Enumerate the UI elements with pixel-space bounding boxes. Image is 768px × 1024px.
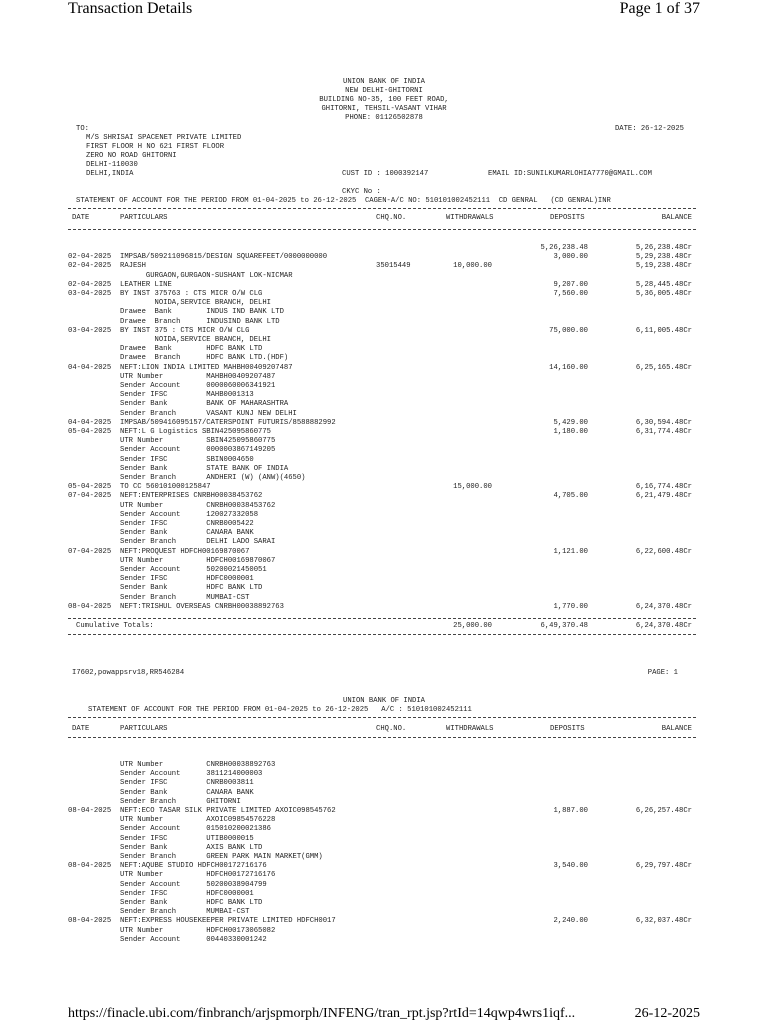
table-row xyxy=(68,354,696,363)
cell-particulars: NEFT:TRISHUL OVERSEAS CNRBH00038892763 xyxy=(120,602,284,611)
table-row xyxy=(68,603,696,612)
cell-date: 02-04-2025 xyxy=(68,253,112,262)
col-withdrawals-2: WITHDRAWALS xyxy=(446,725,494,733)
cell-balance: 6,31,774.48Cr xyxy=(635,428,692,436)
header-rule-top-2 xyxy=(68,717,696,718)
cell-balance: 6,22,600.48Cr xyxy=(635,547,692,556)
bank-name-page-2: UNION BANK OF INDIA xyxy=(343,697,425,705)
cell-particulars: UTR Number CNRBH00038453762 xyxy=(120,501,276,510)
col-chq-2: CHQ.NO. xyxy=(376,725,407,733)
cell-particulars: RAJESH xyxy=(120,262,146,271)
table-row xyxy=(68,853,696,862)
col-balance: BALANCE xyxy=(661,214,692,222)
page-label: PAGE: 1 xyxy=(647,669,678,677)
page-header-page-number: Page 1 of 37 xyxy=(619,0,700,17)
col-date: DATE xyxy=(72,214,90,222)
statement-date: DATE: 26-12-2025 xyxy=(614,125,684,133)
cell-particulars: Sender Bank HDFC BANK LTD xyxy=(120,899,263,907)
cell-particulars: Drawee Branch HDFC BANK LTD.(HDF) xyxy=(120,354,289,363)
cell-particulars: Sender Account 3811214000003 xyxy=(120,770,263,779)
table-row xyxy=(68,890,696,899)
table-row xyxy=(68,419,696,428)
cell-date: 04-04-2025 xyxy=(68,363,112,372)
cell-balance: 6,32,037.48Cr xyxy=(635,917,692,926)
cell-particulars: NEFT:ENTERPRISES CNRBH00038453762 xyxy=(120,492,263,501)
cell-particulars: Sender Account 00440330001242 xyxy=(120,935,267,944)
cell-particulars: Drawee Bank HDFC BANK LTD xyxy=(120,345,263,354)
ckyc: CKYC No : xyxy=(342,188,381,196)
cell-balance: 5,19,238.48Cr xyxy=(635,262,692,271)
address-line-2: FIRST FLOOR H NO 621 FIRST FLOOR xyxy=(86,143,225,151)
cell-particulars: UTR Number CNRBH00038892763 xyxy=(120,761,276,769)
statement-period: STATEMENT OF ACCOUNT FOR THE PERIOD FROM 01-04-2025 to 26-12-2025 CAGEN-A/C NO: 510101002452111 CD GENRAL (CD GENRAL)INR xyxy=(76,197,611,205)
table-row xyxy=(68,244,696,253)
cell-particulars: IMPSAB/509211096815/DESIGN SQUAREFEET/0000000000 xyxy=(120,253,328,262)
cell-particulars: Sender Account 50200038904799 xyxy=(120,880,267,889)
cell-particulars: BY INST 375763 : CTS MICR O/W CLG xyxy=(120,290,263,298)
col-deposits: DEPOSITS xyxy=(550,214,585,222)
table-row xyxy=(68,410,696,419)
cell-particulars: Sender Account 120027332058 xyxy=(120,510,259,519)
table-row xyxy=(68,881,696,890)
cell-date: 08-04-2025 xyxy=(68,917,112,926)
cell-particulars: Sender IFSC SBIN0004650 xyxy=(120,455,254,464)
table-row xyxy=(68,364,696,373)
cell-particulars: NEFT:L G Logistics SBIN425095860775 xyxy=(120,428,271,436)
cell-particulars: NEFT:ECO TASAR SILK PRIVATE LIMITED AXOIC098545762 xyxy=(120,807,336,815)
table-row xyxy=(68,465,696,474)
cell-particulars: Sender IFSC HDFC0000001 xyxy=(120,575,254,584)
table-row xyxy=(68,345,696,354)
table-row xyxy=(68,262,696,271)
table-row xyxy=(68,373,696,382)
page-footer-date: 26-12-2025 xyxy=(634,1006,700,1021)
table-row xyxy=(68,584,696,593)
cell-particulars: GURGAON,GURGAON-SUSHANT LOK-NICMAR xyxy=(120,271,293,280)
cell-date: 03-04-2025 xyxy=(68,326,112,335)
cell-particulars: UTR Number HDFCH00172716176 xyxy=(120,871,276,880)
cell-deposits: 5,26,238.48 xyxy=(540,244,588,252)
totals-rule-top xyxy=(68,618,696,619)
cell-deposits: 1,121.00 xyxy=(553,547,588,556)
cell-particulars: LEATHER LINE xyxy=(120,280,172,289)
address-line-4: DELHI-110030 xyxy=(86,161,138,169)
cell-balance: 6,26,257.48Cr xyxy=(635,807,692,815)
cell-deposits: 75,000.00 xyxy=(549,326,588,335)
table-row xyxy=(68,290,696,299)
email-id: EMAIL ID:SUNILKUMARLOHIA7770@GMAIL.COM xyxy=(488,170,652,178)
cell-balance: 6,24,370.48Cr xyxy=(635,602,692,611)
table-row xyxy=(68,862,696,871)
cell-deposits: 1,770.00 xyxy=(553,602,588,611)
col-date-2: DATE xyxy=(72,725,90,733)
cell-particulars: Sender IFSC UTIB0000015 xyxy=(120,834,254,843)
to-label: TO: xyxy=(76,125,89,133)
table-row xyxy=(68,936,696,945)
cell-particulars: Sender Branch GREEN PARK MAIN MARKET(GMM) xyxy=(120,853,323,861)
address-line-5: DELHI,INDIA xyxy=(86,170,134,178)
cell-particulars: NEFT:EXPRESS HOUSEKEEPER PRIVATE LIMITED HDFCH0017 xyxy=(120,917,336,926)
cell-deposits: 1,180.00 xyxy=(553,428,588,436)
bank-address-1: BUILDING NO-35, 100 FEET ROAD, xyxy=(319,96,449,104)
table-row xyxy=(68,336,696,345)
cumulative-label: Cumulative Totals: xyxy=(76,622,154,630)
cell-balance: 6,30,594.48Cr xyxy=(635,418,692,427)
table-row xyxy=(68,446,696,455)
cell-date: 08-04-2025 xyxy=(68,807,112,815)
cell-date: 05-04-2025 xyxy=(68,428,112,436)
address-line-3: ZERO NO ROAD GHITORNI xyxy=(86,152,177,160)
table-row xyxy=(68,308,696,317)
cell-particulars: Sender IFSC CNRB0005422 xyxy=(120,520,254,528)
cell-particulars: Sender Branch ANDHERI (W) (ANW)(4650) xyxy=(120,474,306,482)
cell-deposits: 1,887.00 xyxy=(553,807,588,815)
table-row xyxy=(68,789,696,798)
cell-balance: 6,11,005.48Cr xyxy=(635,326,692,335)
bank-branch: NEW DELHI-GHITORNI xyxy=(345,87,423,95)
cell-date: 08-04-2025 xyxy=(68,862,112,871)
table-row xyxy=(68,502,696,511)
table-row xyxy=(68,798,696,807)
cell-particulars: Sender Branch GHITORNI xyxy=(120,797,241,806)
table-row xyxy=(68,825,696,834)
statement-period-page-2: STATEMENT OF ACCOUNT FOR THE PERIOD FROM 01-04-2025 to 26-12-2025 A/C : 510101002452111 xyxy=(88,706,472,714)
table-row xyxy=(68,483,696,492)
column-header-row-2 xyxy=(68,725,696,734)
cell-balance: 6,29,797.48Cr xyxy=(635,862,692,871)
cell-particulars: Sender Bank AXIS BANK LTD xyxy=(120,843,263,852)
cell-date: 08-04-2025 xyxy=(68,602,112,611)
cell-particulars: Sender Bank STATE BANK OF INDIA xyxy=(120,464,289,473)
cell-deposits: 2,240.00 xyxy=(553,917,588,926)
cell-particulars: Sender IFSC CNRB0003811 xyxy=(120,779,254,788)
cell-date: 07-04-2025 xyxy=(68,547,112,556)
table-row xyxy=(68,437,696,446)
cell-deposits: 7,560.00 xyxy=(553,290,588,298)
col-particulars-2: PARTICULARS xyxy=(120,725,168,733)
cell-deposits: 4,705.00 xyxy=(553,492,588,501)
cell-chq: 35015449 xyxy=(376,262,411,271)
cell-particulars: Sender Bank CANARA BANK xyxy=(120,788,254,797)
cell-particulars: TO CC 560101000125847 xyxy=(120,483,211,492)
cell-date: 05-04-2025 xyxy=(68,483,112,492)
cell-particulars: UTR Number HDFCH00173065082 xyxy=(120,926,276,935)
table-row xyxy=(68,575,696,584)
table-row xyxy=(68,428,696,437)
cell-particulars: Sender Account 015010200021386 xyxy=(120,825,271,834)
table-row xyxy=(68,779,696,788)
table-row xyxy=(68,871,696,880)
cell-particulars: UTR Number MAHBH00409207487 xyxy=(120,372,276,381)
cell-particulars: Sender Branch VASANT KUNJ NEW DELHI xyxy=(120,409,297,418)
table-row xyxy=(68,761,696,770)
table-row xyxy=(68,391,696,400)
table-row xyxy=(68,253,696,262)
table-row xyxy=(68,807,696,816)
table-row xyxy=(68,456,696,465)
table-row xyxy=(68,557,696,566)
table-row xyxy=(68,566,696,575)
table-row xyxy=(68,927,696,936)
col-balance-2: BALANCE xyxy=(661,725,692,733)
table-row xyxy=(68,382,696,391)
cell-date: 02-04-2025 xyxy=(68,280,112,289)
header-rule-top xyxy=(68,208,696,209)
table-row xyxy=(68,899,696,908)
table-row xyxy=(68,272,696,281)
header-rule-bottom-2 xyxy=(68,737,696,738)
table-row xyxy=(68,538,696,547)
cell-balance: 5,28,445.48Cr xyxy=(635,280,692,289)
cumulative-deposits: 6,49,370.48 xyxy=(540,622,588,630)
table-row xyxy=(68,474,696,483)
cell-particulars: Sender Bank BANK OF MAHARASHTRA xyxy=(120,400,289,409)
cell-date: 07-04-2025 xyxy=(68,492,112,501)
cell-particulars: Sender IFSC MAHB0001313 xyxy=(120,391,254,400)
table-row xyxy=(68,327,696,336)
cell-deposits: 3,540.00 xyxy=(553,862,588,871)
table-row xyxy=(68,520,696,529)
table-row xyxy=(68,844,696,853)
cell-particulars: Sender Branch MUMBAI-CST xyxy=(120,593,250,602)
table-row xyxy=(68,908,696,917)
cell-particulars: NEFT:AQUBE STUDIO HDFCH00172716176 xyxy=(120,862,267,871)
bank-address-2: GHITORNI, TEHSIL-VASANT VIHAR xyxy=(321,105,447,113)
cell-balance: 5,36,005.48Cr xyxy=(635,290,692,298)
col-deposits-2: DEPOSITS xyxy=(550,725,585,733)
cell-balance: 6,21,479.48Cr xyxy=(635,492,692,501)
cell-balance: 6,25,165.48Cr xyxy=(635,363,692,372)
cell-particulars: Drawee Bank INDUS IND BANK LTD xyxy=(120,308,284,317)
table-row xyxy=(68,548,696,557)
table-row xyxy=(68,529,696,538)
cust-id: CUST ID : 1000392147 xyxy=(342,170,429,178)
cell-particulars: Sender Account 0000003867149205 xyxy=(120,446,276,455)
cell-particulars: Sender Bank HDFC BANK LTD xyxy=(120,584,263,593)
cell-particulars: Drawee Branch INDUSIND BANK LTD xyxy=(120,317,280,326)
column-header-row xyxy=(68,214,696,223)
cell-particulars: IMPSAB/509416095157/CATERSPOINT FUTURIS/8588882992 xyxy=(120,418,336,427)
cell-particulars: UTR Number SBIN425095860775 xyxy=(120,437,276,446)
cell-balance: 5,29,238.48Cr xyxy=(635,253,692,262)
col-chq: CHQ.NO. xyxy=(376,214,407,222)
col-withdrawals: WITHDRAWALS xyxy=(446,214,494,222)
col-particulars: PARTICULARS xyxy=(120,214,168,222)
page-header-title: Transaction Details xyxy=(68,0,193,17)
cell-particulars: Sender IFSC HDFC0000001 xyxy=(120,889,254,898)
bank-phone: PHONE: 01126502878 xyxy=(345,114,423,122)
cumulative-withdrawals: 25,000.00 xyxy=(453,622,492,630)
cell-particulars: NOIDA,SERVICE BRANCH, DELHI xyxy=(120,336,271,344)
table-row xyxy=(68,816,696,825)
cell-balance: 5,26,238.48Cr xyxy=(635,244,692,252)
cell-particulars: Sender Branch DELHI LADO SARAI xyxy=(120,538,276,547)
table-row xyxy=(68,318,696,327)
totals-rule-bottom xyxy=(68,634,696,635)
table-row xyxy=(68,835,696,844)
cell-withdrawals: 10,000.00 xyxy=(453,262,492,271)
table-row xyxy=(68,492,696,501)
cell-particulars: UTR Number AXOIC09854576228 xyxy=(120,816,276,825)
cell-deposits: 5,429.00 xyxy=(553,418,588,427)
table-row xyxy=(68,770,696,779)
cell-balance: 6,16,774.48Cr xyxy=(635,483,692,492)
cell-particulars: NEFT:LION INDIA LIMITED MAHBH00409207487 xyxy=(120,363,293,372)
table-row xyxy=(68,281,696,290)
table-row xyxy=(68,400,696,409)
cell-date: 02-04-2025 xyxy=(68,262,112,271)
cumulative-totals-row xyxy=(68,622,696,631)
cell-particulars: Sender Account 50200021450051 xyxy=(120,566,267,574)
bank-name: UNION BANK OF INDIA xyxy=(343,78,425,86)
cell-particulars: Sender Bank CANARA BANK xyxy=(120,529,254,538)
cell-date: 03-04-2025 xyxy=(68,290,112,298)
cell-particulars: BY INST 375 : CTS MICR O/W CLG xyxy=(120,326,250,335)
cell-particulars: NOIDA,SERVICE BRANCH, DELHI xyxy=(120,299,271,308)
cell-date: 04-04-2025 xyxy=(68,418,112,427)
report-id: I7602,powappsrv18,RR546284 xyxy=(72,669,185,677)
cell-deposits: 14,160.00 xyxy=(549,363,588,372)
address-line-1: M/S SHRISAI SPACENET PRIVATE LIMITED xyxy=(86,134,242,142)
table-row xyxy=(68,917,696,926)
cell-particulars: NEFT:PROQUEST HDFCH00169870067 xyxy=(120,547,250,556)
cell-particulars: UTR Number HDFCH00169870067 xyxy=(120,556,276,565)
cell-deposits: 9,207.00 xyxy=(553,280,588,289)
table-row xyxy=(68,299,696,308)
cell-particulars: Sender Branch MUMBAI-CST xyxy=(120,908,250,917)
cell-particulars: Sender Account 0000060006341921 xyxy=(120,382,276,390)
table-row xyxy=(68,594,696,603)
cell-withdrawals: 15,000.00 xyxy=(453,483,492,492)
table-row xyxy=(68,511,696,520)
cumulative-balance: 6,24,370.48Cr xyxy=(635,622,692,630)
page-footer-url: https://finacle.ubi.com/finbranch/arjspmorph/INFENG/tran_rpt.jsp?rtId=14qwp4wrs1iqf... xyxy=(68,1006,576,1021)
header-rule-bottom xyxy=(68,229,696,230)
cell-deposits: 3,000.00 xyxy=(553,253,588,262)
